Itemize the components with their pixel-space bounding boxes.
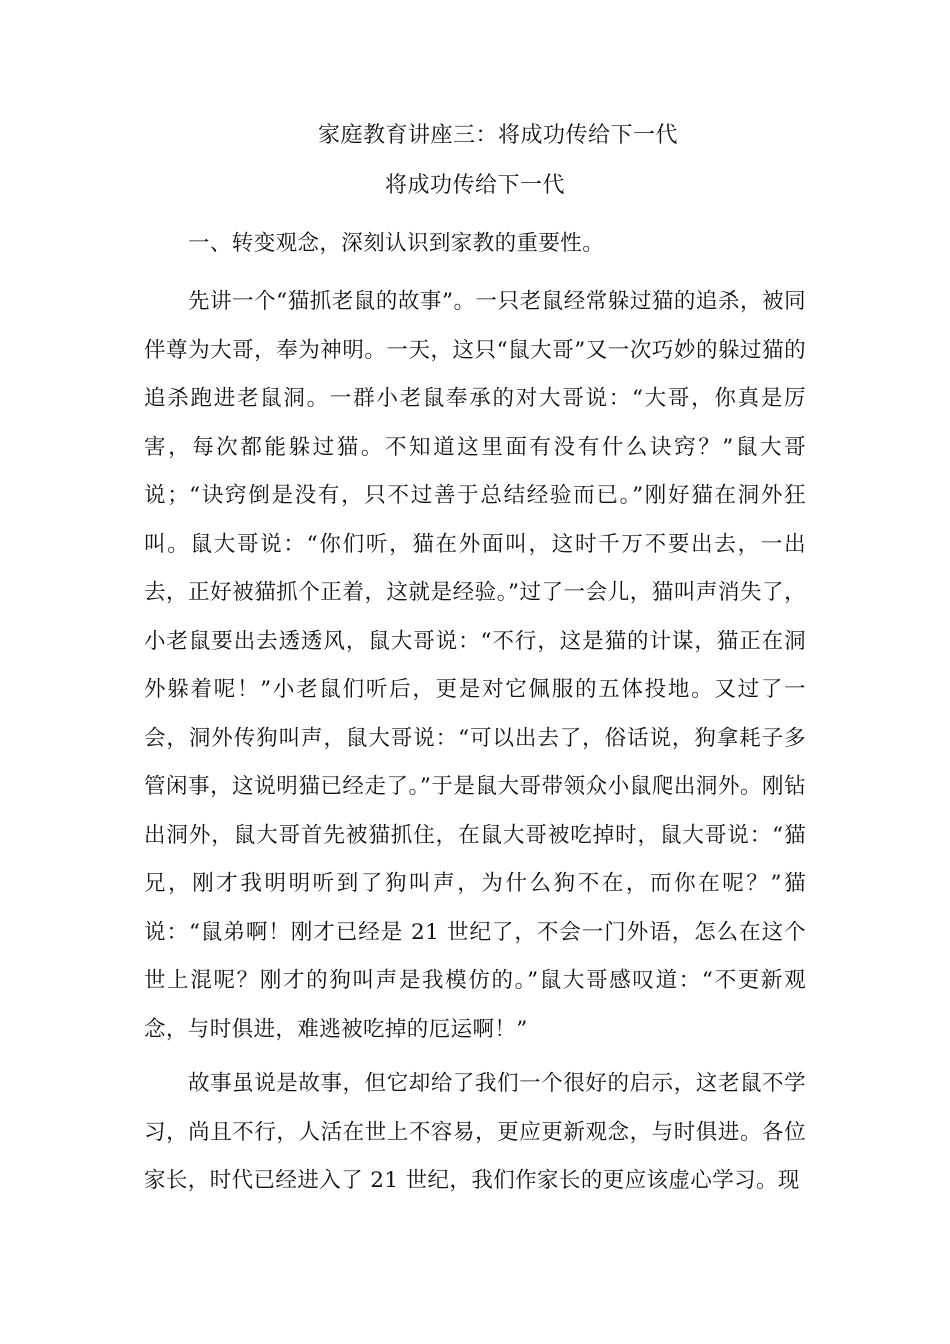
story-paragraph: 先讲一个“猫抓老鼠的故事”。一只老鼠经常躲过猫的追杀，被同伴尊为大哥，奉为神明。一天，这只“鼠大哥”又一次巧妙的躲过猫的追杀跑进老鼠洞。一群小老鼠奉承的对大哥说：“大哥，你真是厉害，每次都能躲过猫。不知道这里面有没有什么诀窍？”鼠大哥说；“诀窍倒是没有，只不过善于总结经验而已。”刚好猫在洞外狂叫。鼠大哥说：“你们听，猫在外面叫，这时千万不要出去，一出去，正好被猫抓个正着，这就是经验。”过了一会儿，猫叫声消失了，小老鼠要出去透透风，鼠大哥说：“不行，这是猫的计谋，猫正在洞外躲着呢！”小老鼠们听后，更是对它佩服的五体投地。又过了一会，洞外传狗叫声，鼠大哥说：“可以出去了，俗话说，狗拿耗子多管闲事，这说明猫已经走了。”于是鼠大哥带领众小鼠爬出洞外。刚钻出洞外，鼠大哥首先被猫抓住，在鼠大哥被吃掉时，鼠大哥说：“猫兄，刚才我明明听到了狗叫声，为什么狗不在，而你在呢？”猫说：“鼠弟啊！刚才已经是 21 世纪了，不会一门外语，怎么在这个世上混呢？刚才的狗叫声是我模仿的。”鼠大哥感叹道：“不更新观念，与时俱进，难逃被吃掉的厄运啊！”	[144, 289, 806, 1042]
spacer	[144, 268, 806, 278]
document-body	[144, 220, 806, 1206]
document-subtitle: 将成功传给下一代	[384, 173, 565, 198]
reflection-paragraph: 故事虽说是故事，但它却给了我们一个很好的启示，这老鼠不学习，尚且不行，人活在世上不容易，更应更新观念，与时俱进。各位家长，时代已经进入了 21 世纪，我们作家长的更应该虚心学习。现	[144, 1071, 806, 1193]
document-title: 家庭教育讲座三：将成功传给下一代	[317, 123, 678, 148]
section-heading: 一、转变观念，深刻认识到家教的重要性。	[188, 231, 605, 256]
